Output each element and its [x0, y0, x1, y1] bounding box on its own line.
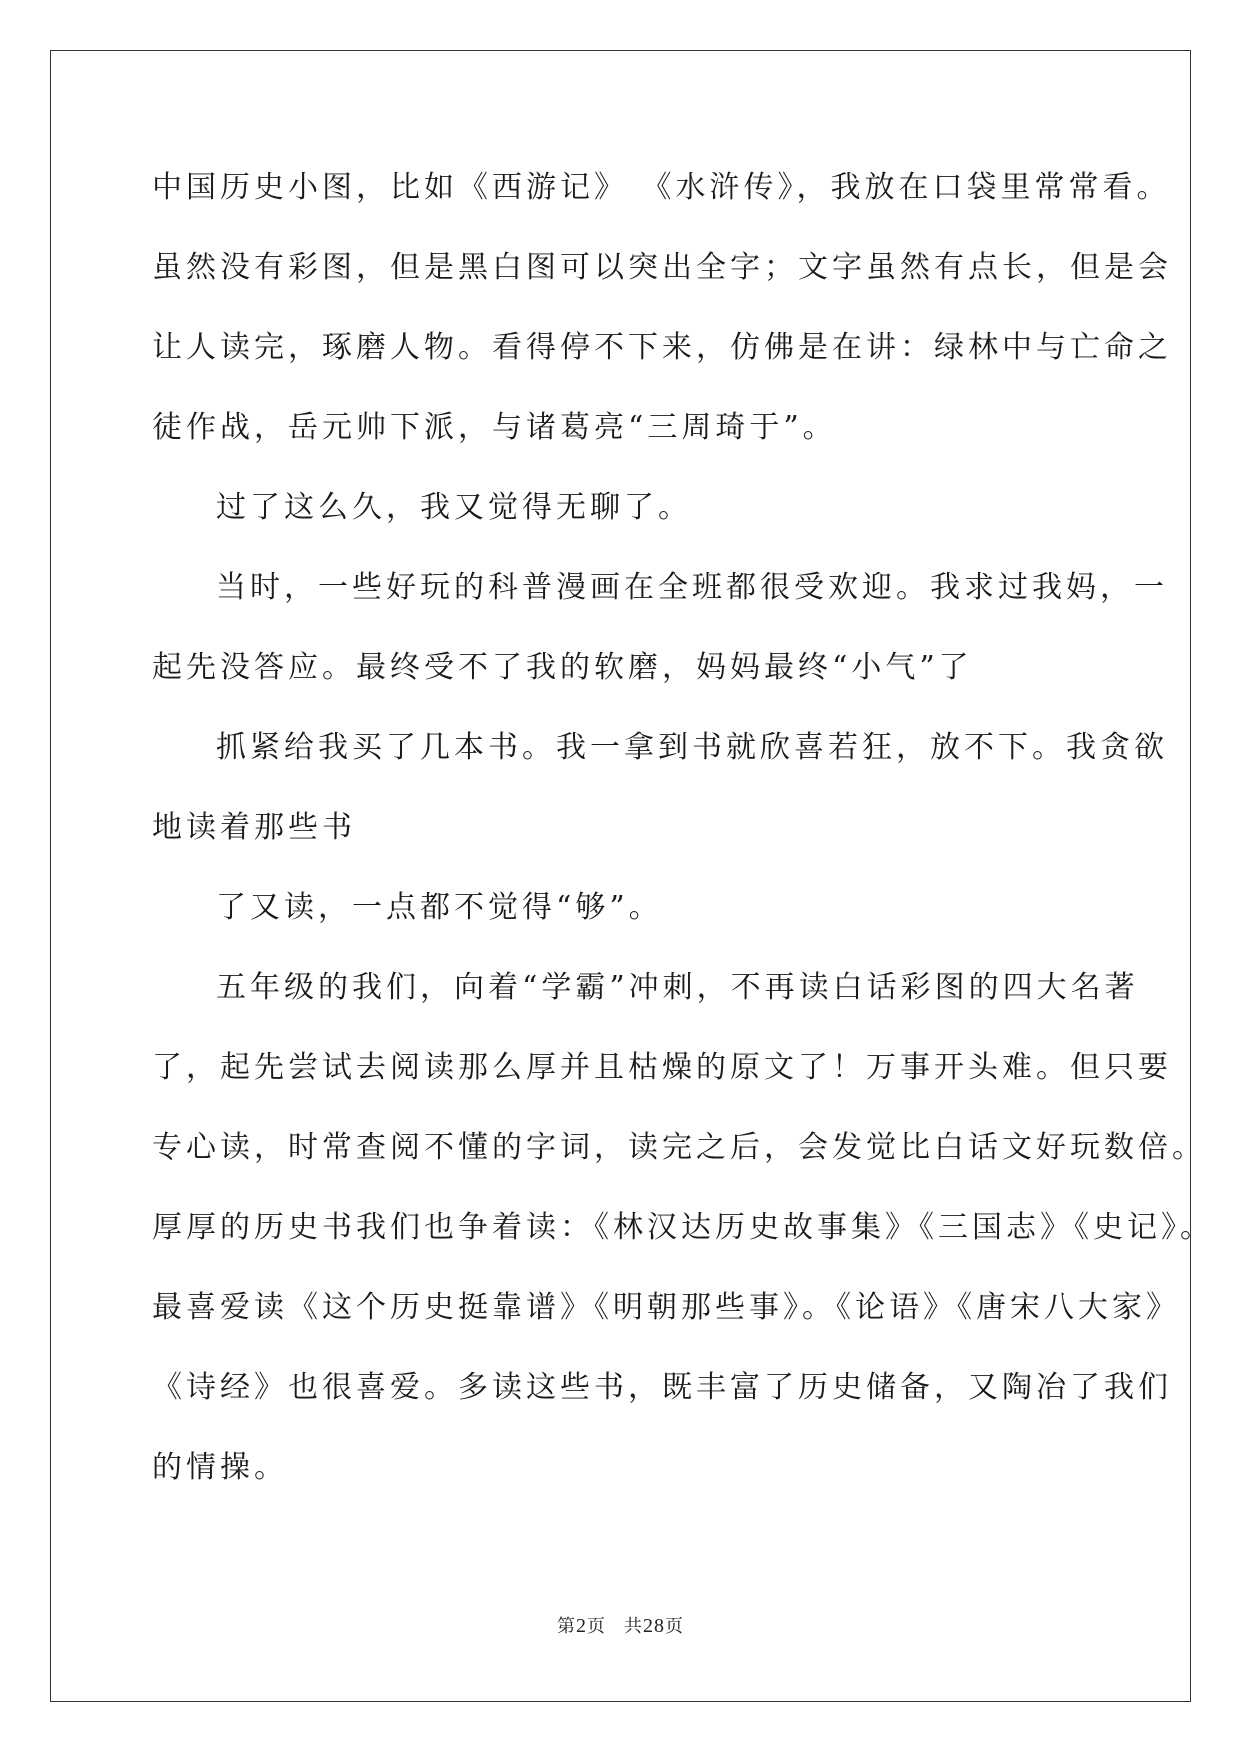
- page-footer: [0, 1612, 1241, 1638]
- document-body: [152, 158, 1214, 1518]
- text-line: 的情操。: [152, 1450, 288, 1485]
- text-line: 了，起先尝试去阅读那么厚并且枯燥的原文了！万事开头难。但只要: [152, 1050, 1172, 1085]
- total-pages: 28: [643, 1615, 665, 1637]
- text-line: 了又读，一点都不觉得“够”。: [216, 890, 663, 925]
- text-line: 最喜爱读《这个历史挺靠谱》《明朝那些事》。《论语》《唐宋八大家》: [152, 1290, 1180, 1325]
- total-suffix: 页: [665, 1616, 684, 1637]
- text-line: 厚厚的历史书我们也争着读：《林汉达历史故事集》《三国志》《史记》。: [152, 1210, 1214, 1245]
- text-line: 徒作战，岳元帅下派，与诸葛亮“三周琦于”。: [152, 410, 837, 445]
- page-suffix: 页: [587, 1616, 606, 1637]
- page-number: 2: [576, 1615, 587, 1637]
- text-line: 五年级的我们，向着“学霸”冲刺，不再读白话彩图的四大名著: [216, 970, 1139, 1005]
- text-line: 《诗经》也很喜爱。多读这些书，既丰富了历史储备，又陶冶了我们: [152, 1370, 1172, 1405]
- text-line: 专心读，时常查阅不懂的字词，读完之后，会发觉比白话文好玩数倍。: [152, 1130, 1206, 1165]
- text-line: 过了这么久，我又觉得无聊了。: [216, 490, 692, 525]
- text-line: 地读着那些书: [152, 810, 356, 845]
- text-line: 当时，一些好玩的科普漫画在全班都很受欢迎。我求过我妈，一: [216, 570, 1168, 605]
- total-prefix: 共: [624, 1616, 643, 1637]
- text-line: 抓紧给我买了几本书。我一拿到书就欣喜若狂，放不下。我贪欲: [216, 730, 1168, 765]
- text-line: 中国历史小图，比如《西游记》 《水浒传》，我放在口袋里常常看。: [152, 170, 1171, 205]
- text-line: 起先没答应。最终受不了我的软磨，妈妈最终“小气”了: [152, 650, 973, 685]
- text-line: 让人读完，琢磨人物。看得停不下来，仿佛是在讲：绿林中与亡命之: [152, 330, 1172, 365]
- text-line: 虽然没有彩图，但是黑白图可以突出全字；文字虽然有点长，但是会: [152, 250, 1172, 285]
- page-prefix: 第: [557, 1616, 576, 1637]
